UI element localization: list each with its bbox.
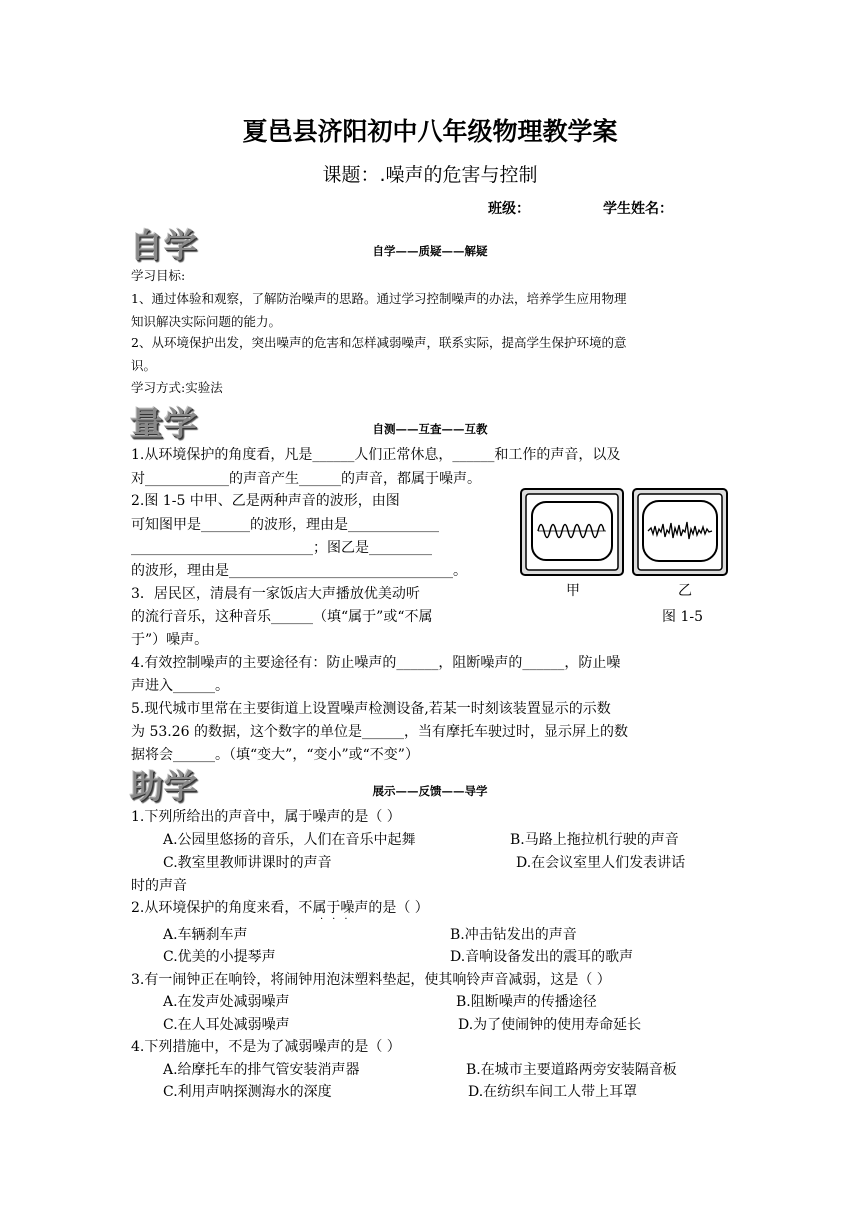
mc1-option-a: A.公园里悠扬的音乐，人们在音乐中起舞 — [163, 832, 416, 848]
mc4-stem: 4.下列措施中，不是为了减弱噪声的是（ ） — [131, 1039, 401, 1055]
mc2-option-b: B.冲击钻发出的声音 — [450, 927, 577, 943]
goal2-line2: 识。 — [131, 358, 157, 373]
q1-line2: 对____________的声音产生______的声音，都属于噪声。 — [131, 471, 481, 487]
section2-heading: 自测——互查——互教 — [372, 422, 488, 436]
mc4-option-a: A.给摩托车的排气管安装消声器 — [163, 1062, 360, 1078]
q5-line2: 为 53.26 的数据，这个数字的单位是______，当有摩托车驶过时，显示屏上的数 — [131, 724, 628, 740]
goal2-line1: 2、从环境保护出发，突出噪声的危害和怎样减弱噪声，联系实际，提高学生保护环境的意 — [131, 335, 627, 350]
q3-line3: 于”）噪声。 — [131, 632, 209, 648]
assist-study-banner: 助学 — [130, 767, 198, 806]
figure-label-yi: 乙 — [678, 583, 692, 599]
mc1-option-b: B.马路上拖拉机行驶的声音 — [510, 832, 679, 848]
waveform-figure-b — [632, 488, 728, 576]
class-label: 班级： — [488, 201, 530, 217]
q2-line1: 2.图 1-5 中甲、乙是两种声音的波形，由图 — [131, 493, 400, 509]
q1-line1: 1.从环境保护的角度看，凡是______人们正常休息，______和工作的声音，以及 — [131, 447, 621, 463]
mc1-option-d: D.在会议室里人们发表讲话 — [516, 855, 686, 871]
q2-line4: 的波形，理由是________________________________。 — [131, 563, 467, 579]
mc4-option-c: C.利用声呐探测海水的深度 — [163, 1084, 332, 1100]
self-study-banner: 自学 — [130, 226, 198, 265]
q2-line3: __________________________；图乙是_________ — [131, 540, 432, 556]
emphasis-dots: ··· — [320, 914, 357, 925]
q2-line2: 可知图甲是_______的波形，理由是_____________ — [131, 517, 439, 533]
lesson-subtitle: 课题：.噪声的危害与控制 — [322, 164, 538, 186]
page-title: 夏邑县济阳初中八年级物理教学案 — [242, 117, 618, 146]
q4-line2: 声进入______。 — [131, 678, 229, 694]
mc1-option-c: C.教室里教师讲课时的声音 — [163, 855, 332, 871]
study-method: 学习方式:实验法 — [131, 380, 223, 395]
figure-caption: 图 1-5 — [662, 609, 703, 625]
q3-line2: 的流行音乐，这种音乐______（填“属于”或“不属 — [131, 609, 433, 625]
mc1-stem: 1.下列所给出的声音中，属于噪声的是（ ） — [131, 809, 401, 825]
mc3-option-a: A.在发声处减弱噪声 — [163, 994, 290, 1010]
mc4-option-d: D.在纺织车间工人带上耳罩 — [468, 1084, 638, 1100]
mc2-option-d: D.音响设备发出的震耳的歌声 — [450, 949, 634, 965]
goals-label: 学习目标: — [131, 268, 186, 283]
q5-line3: 据将会______。（填“变大”，“变小”或“不变”） — [131, 747, 419, 763]
mc3-option-b: B.阻断噪声的传播途径 — [456, 994, 597, 1010]
mc4-option-b: B.在城市主要道路两旁安装隔音板 — [466, 1062, 677, 1078]
mc2-option-c: C.优美的小提琴声 — [163, 949, 276, 965]
q4-line1: 4.有效控制噪声的主要途径有：防止噪声的______，阻断噪声的______，防止噪 — [131, 655, 621, 671]
q5-line1: 5.现代城市里常在主要街道上设置噪声检测设备,若某一时刻该装置显示的示数 — [131, 701, 611, 717]
waveform-figure-a — [520, 488, 624, 576]
student-name-label: 学生姓名： — [603, 201, 673, 217]
mc3-stem: 3.有一闹钟正在响铃，将闹钟用泡沫塑料垫起，使其响铃声音减弱，这是（ ） — [131, 972, 611, 988]
section3-heading: 展示——反馈——导学 — [372, 784, 488, 798]
q3-line1: 3．居民区，清晨有一家饭店大声播放优美动听 — [131, 586, 420, 602]
mc3-option-c: C.在人耳处减弱噪声 — [163, 1017, 290, 1033]
goal1-line1: 1、通过体验和观察，了解防治噪声的思路。通过学习控制噪声的办法，培养学生应用物理 — [131, 291, 627, 306]
section1-heading: 自学——质疑——解疑 — [372, 244, 488, 258]
mc2-stem: 2.从环境保护的角度来看，不属于噪声的是（ ） — [131, 900, 429, 916]
figure-label-jia: 甲 — [566, 583, 580, 599]
practice-banner: 量学 — [130, 404, 198, 443]
mc3-option-d: D.为了使闹钟的使用寿命延长 — [458, 1017, 642, 1033]
mc2-option-a: A.车辆刹车声 — [163, 927, 248, 943]
mc1-option-d-continued: 时的声音 — [131, 878, 187, 894]
goal1-line2: 知识解决实际问题的能力。 — [131, 314, 282, 329]
